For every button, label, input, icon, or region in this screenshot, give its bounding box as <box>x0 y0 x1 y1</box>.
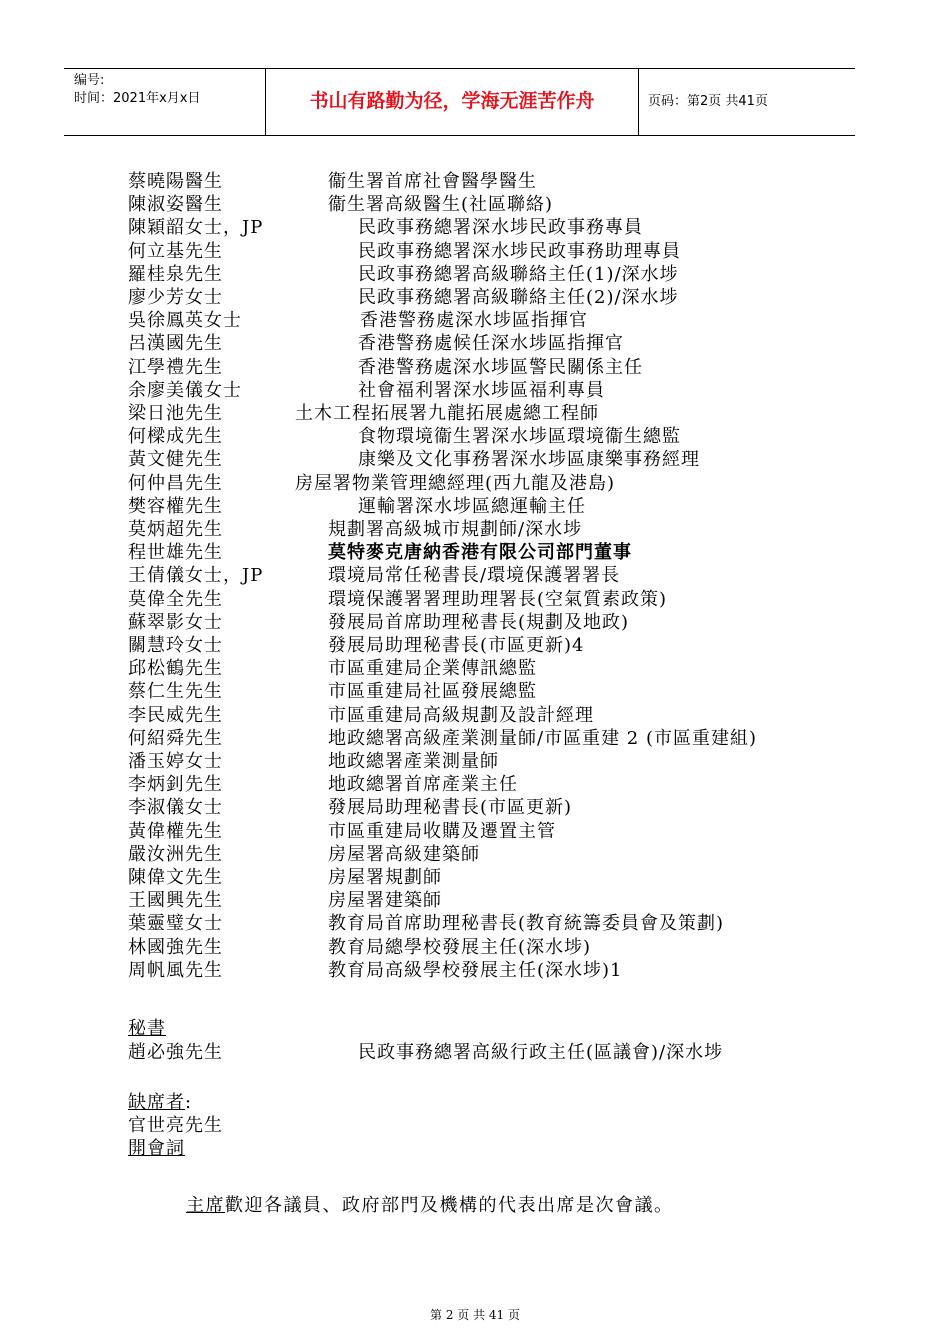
header-page-label: 页码：第2页 共41页 <box>648 94 768 109</box>
attendee-name: 莫炳超先生 <box>128 519 223 540</box>
attendee-name: 黃文健先生 <box>128 449 223 471</box>
attendee-role: 房屋署高級建築師 <box>328 843 480 865</box>
attendee-role: 香港警務處候任深水埗區指揮官 <box>358 333 624 355</box>
attendee-role: 食物環境衞生署深水埗區環境衞生總監 <box>358 426 681 448</box>
attendee-name: 廖少芳女士 <box>128 287 223 308</box>
attendee-name: 江學禮先生 <box>128 356 223 378</box>
attendee-name: 何立基先生 <box>128 240 223 262</box>
attendee-name: 羅桂泉先生 <box>128 263 223 285</box>
secretary-role: 民政事務總署高級行政主任(區議會)/深水埗 <box>358 1042 724 1063</box>
attendee-name: 嚴汝洲先生 <box>128 843 223 865</box>
attendee-name: 梁日池先生 <box>128 403 223 424</box>
attendee-role: 發展局助理秘書長(市區更新)4 <box>328 635 585 656</box>
attendee-name: 何仲昌先生 <box>128 472 223 494</box>
attendee-name: 呂漢國先生 <box>128 333 223 355</box>
attendee-name: 王國興先生 <box>128 890 223 912</box>
attendee-role: 發展局助理秘書長(市區更新) <box>328 797 573 819</box>
attendee-role: 香港警務處深水埗區警民關係主任 <box>358 356 643 378</box>
attendee-name: 余廖美儀女士 <box>128 379 242 401</box>
attendee-role: 環境局常任秘書長/環境保護署署長 <box>328 565 621 587</box>
attendee-name: 蔡曉陽醫生 <box>128 171 223 192</box>
attendee-role: 房屋署物業管理總經理(西九龍及港島) <box>295 472 616 494</box>
attendee-name: 潘玉婷女士 <box>128 751 223 772</box>
opening-text: 主席歡迎各議員、政府部門及機構的代表出席是次會議。 <box>186 1195 674 1216</box>
attendee-role: 市區重建局社區發展總監 <box>328 681 537 703</box>
attendee-name: 陳偉文先生 <box>128 867 223 888</box>
attendee-name: 李炳釗先生 <box>128 774 223 796</box>
attendee-role: 香港警務處深水埗區指揮官 <box>360 310 588 332</box>
attendee-role: 莫特麥克唐納香港有限公司部門董事 <box>328 542 632 564</box>
attendee-role: 地政總署產業測量師 <box>328 751 499 772</box>
page-footer: 第 2 页 共 41 页 <box>430 1308 520 1322</box>
attendee-role: 地政總署首席產業主任 <box>328 774 518 796</box>
absent-heading: 缺席者: <box>128 1092 193 1113</box>
opening-heading: 開會詞 <box>128 1138 185 1159</box>
attendee-role: 教育局高級學校發展主任(深水埗)1 <box>328 959 623 981</box>
attendee-role: 康樂及文化事務署深水埗區康樂事務經理 <box>358 449 700 471</box>
attendee-role: 運輸署深水埗區總運輸主任 <box>358 495 586 517</box>
attendee-name: 李民威先生 <box>128 704 223 726</box>
attendee-name: 蔡仁生先生 <box>128 681 223 703</box>
attendee-name: 吳徐鳳英女士 <box>128 310 242 332</box>
page-header <box>64 68 855 136</box>
attendee-role: 民政事務總署高級聯絡主任(1)/深水埗 <box>358 263 679 285</box>
attendee-role: 房屋署建築師 <box>328 890 442 912</box>
absent-name: 官世亮先生 <box>128 1115 223 1136</box>
attendee-role: 發展局首席助理秘書長(規劃及地政) <box>328 611 630 633</box>
attendee-role: 房屋署規劃師 <box>328 867 442 888</box>
attendee-name: 關慧玲女士 <box>128 635 223 656</box>
attendee-name: 何樑成先生 <box>128 426 223 448</box>
attendee-role: 市區重建局收購及遷置主管 <box>328 820 556 842</box>
time-label: 时间：2021年x月x日 <box>74 91 201 106</box>
attendee-role: 民政事務總署深水埗民政事務助理專員 <box>358 240 681 262</box>
attendee-name: 李淑儀女士 <box>128 797 223 819</box>
attendee-role: 教育局首席助理秘書長(教育統籌委員會及策劃) <box>328 913 725 935</box>
header-divider <box>638 69 639 135</box>
attendee-role: 市區重建局企業傳訊總監 <box>328 658 537 680</box>
attendee-role: 社會福利署深水埗區福利專員 <box>358 379 605 401</box>
secretary-heading: 秘書 <box>128 1018 166 1039</box>
attendee-role: 市區重建局高級規劃及設計經理 <box>328 704 594 726</box>
attendee-name: 蘇翠影女士 <box>128 611 223 633</box>
attendee-name: 何紹舜先生 <box>128 727 223 749</box>
attendee-name: 黃偉權先生 <box>128 820 223 842</box>
attendee-name: 程世雄先生 <box>128 542 223 564</box>
attendee-name: 林國強先生 <box>128 936 223 958</box>
attendee-name: 王倩儀女士，JP <box>128 565 264 587</box>
attendee-role: 教育局總學校發展主任(深水埗) <box>328 936 592 958</box>
attendee-name: 陳穎韶女士，JP <box>128 217 264 239</box>
attendee-role: 土木工程拓展署九龍拓展處總工程師 <box>295 403 599 424</box>
attendee-name: 邱松鶴先生 <box>128 658 223 680</box>
attendee-role: 地政總署高級產業測量師/市區重建 2 (市區重建組) <box>328 727 758 749</box>
attendee-role: 環境保護署署理助理署長(空氣質素政策) <box>328 588 668 610</box>
attendee-role: 民政事務總署深水埗民政事務專員 <box>358 217 643 239</box>
attendee-role: 規劃署高級城市規劃師/深水埗 <box>328 519 583 540</box>
secretary-name: 趙必強先生 <box>128 1042 223 1063</box>
attendee-name: 葉靈璧女士 <box>128 913 223 935</box>
attendee-role: 衞生署高級醫生(社區聯絡) <box>328 194 554 216</box>
attendee-name: 陳淑姿醫生 <box>128 194 223 216</box>
attendee-role: 民政事務總署高級聯絡主任(2)/深水埗 <box>358 287 679 308</box>
attendee-role: 衞生署首席社會醫學醫生 <box>328 171 537 192</box>
attendee-name: 周帆風先生 <box>128 959 223 981</box>
attendee-name: 樊容權先生 <box>128 495 223 517</box>
serial-label: 编号: <box>74 73 105 88</box>
attendee-name: 莫偉全先生 <box>128 588 223 610</box>
header-motto: 书山有路勤为径，学海无涯苦作舟 <box>309 90 595 112</box>
header-meta <box>74 72 200 108</box>
